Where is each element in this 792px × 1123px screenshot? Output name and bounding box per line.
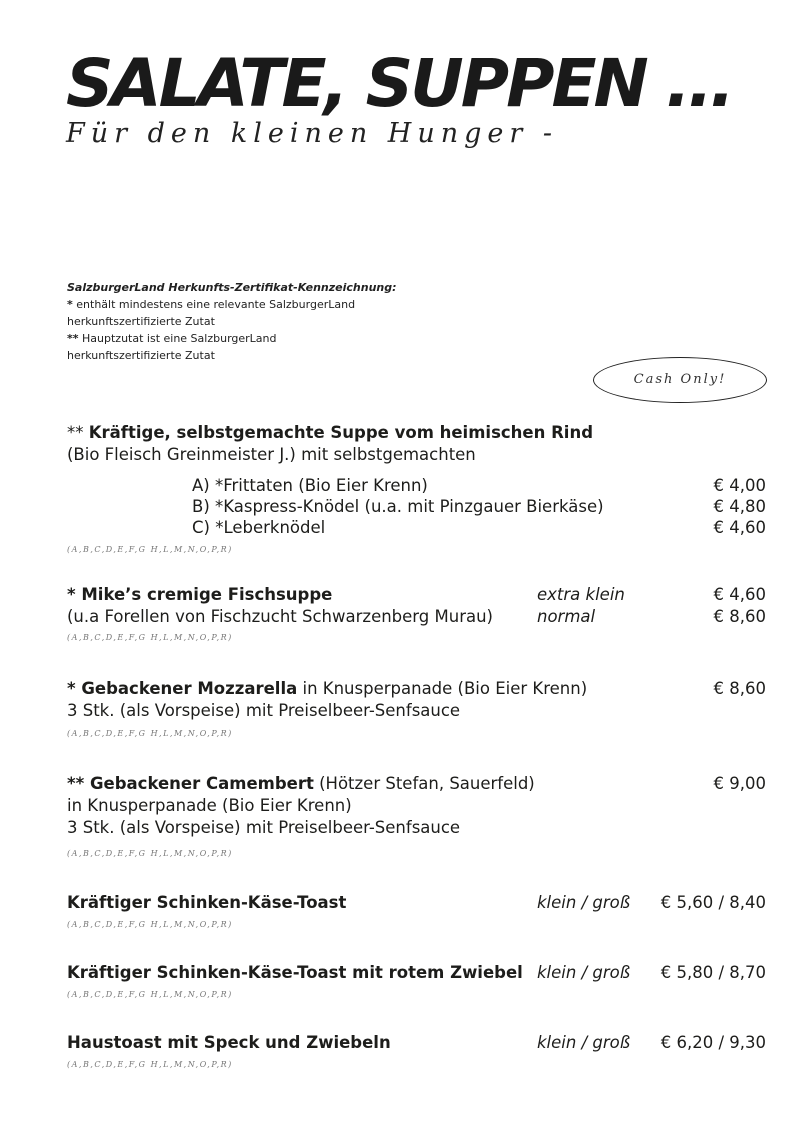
single-star-text-cont: herkunftszertifizierte Zutat [67, 315, 215, 328]
toast1-price: € 5,60 / 8,40 [660, 893, 766, 912]
soup-option-b: B) *Kaspress-Knödel (u.a. mit Pinzgauer Bierkäse) [192, 497, 604, 516]
single-star-text: enthält mindestens eine relevante SalzburgerLand [72, 298, 356, 311]
camembert-allergens: (A,B,C,D,E,F,G H,L,M,N,O,P,R) [67, 849, 233, 858]
soup-title [67, 422, 593, 444]
camembert-title [67, 773, 535, 795]
toast2-name: Kräftiger Schinken-Käse-Toast mit rotem Zwiebel [67, 963, 523, 982]
camembert-price: € 9,00 [713, 774, 766, 793]
fishsoup-price-normal: € 8,60 [713, 607, 766, 626]
camembert-description-1: in Knusperpanade (Bio Eier Krenn) [67, 796, 352, 815]
toast1-size: klein / groß [537, 893, 631, 912]
toast3-name: Haustoast mit Speck und Zwiebeln [67, 1033, 391, 1052]
camembert-name-rest: (Hötzer Stefan, Sauerfeld) [313, 774, 535, 793]
soup-name: Kräftige, selbstgemachte Suppe vom heimischen Rind [88, 423, 594, 442]
mozzarella-price: € 8,60 [713, 679, 766, 698]
fishsoup-size-normal: normal [537, 607, 596, 626]
fishsoup-size-small: extra klein [537, 585, 625, 604]
soup-option-a-price: € 4,00 [713, 476, 766, 495]
fishsoup-price-small: € 4,60 [713, 585, 766, 604]
toast3-price: € 6,20 / 9,30 [660, 1033, 766, 1052]
toast2-allergens: (A,B,C,D,E,F,G H,L,M,N,O,P,R) [67, 990, 233, 999]
soup-description: (Bio Fleisch Greinmeister J.) mit selbstgemachten [67, 445, 476, 464]
page-subtitle: Für den kleinen Hunger - [66, 118, 558, 149]
camembert-name: ** Gebackener Camembert [67, 774, 314, 793]
cash-only-badge: Cash Only! [593, 357, 767, 403]
double-star-text-cont: herkunftszertifizierte Zutat [67, 349, 215, 362]
fishsoup-name: * Mike’s cremige Fischsuppe [67, 585, 333, 604]
soup-allergens: (A,B,C,D,E,F,G H,L,M,N,O,P,R) [67, 545, 233, 554]
camembert-description-2: 3 Stk. (als Vorspeise) mit Preiselbeer-Senfsauce [67, 818, 461, 837]
fishsoup-allergens: (A,B,C,D,E,F,G H,L,M,N,O,P,R) [67, 633, 233, 642]
toast3-size: klein / groß [537, 1033, 631, 1052]
mozzarella-name-rest: in Knusperpanade (Bio Eier Krenn) [297, 679, 588, 698]
double-star-text: Hauptzutat ist eine SalzburgerLand [78, 332, 277, 345]
mozzarella-name: * Gebackener Mozzarella [67, 679, 298, 698]
fishsoup-description: (u.a Forellen von Fischzucht Schwarzenberg Murau) [67, 607, 493, 626]
soup-option-c-price: € 4,60 [713, 518, 766, 537]
soup-option-b-price: € 4,80 [713, 497, 766, 516]
toast2-size: klein / groß [537, 963, 631, 982]
single-star-mark: * [67, 298, 73, 311]
toast3-allergens: (A,B,C,D,E,F,G H,L,M,N,O,P,R) [67, 1060, 233, 1069]
toast2-price: € 5,80 / 8,70 [660, 963, 766, 982]
soup-option-c: C) *Leberknödel [192, 518, 326, 537]
toast1-name: Kräftiger Schinken-Käse-Toast [67, 893, 347, 912]
toast1-allergens: (A,B,C,D,E,F,G H,L,M,N,O,P,R) [67, 920, 233, 929]
soup-option-a: A) *Frittaten (Bio Eier Krenn) [192, 476, 428, 495]
mozzarella-allergens: (A,B,C,D,E,F,G H,L,M,N,O,P,R) [67, 729, 233, 738]
certification-note [67, 279, 397, 364]
page-title: SALATE, SUPPEN ... [66, 45, 732, 122]
soup-prefix: ** [67, 423, 89, 442]
certification-heading: SalzburgerLand Herkunfts-Zertifikat-Kennzeichnung: [67, 281, 397, 294]
double-star-mark: ** [67, 332, 79, 345]
mozzarella-title [67, 678, 587, 700]
mozzarella-description: 3 Stk. (als Vorspeise) mit Preiselbeer-Senfsauce [67, 701, 461, 720]
